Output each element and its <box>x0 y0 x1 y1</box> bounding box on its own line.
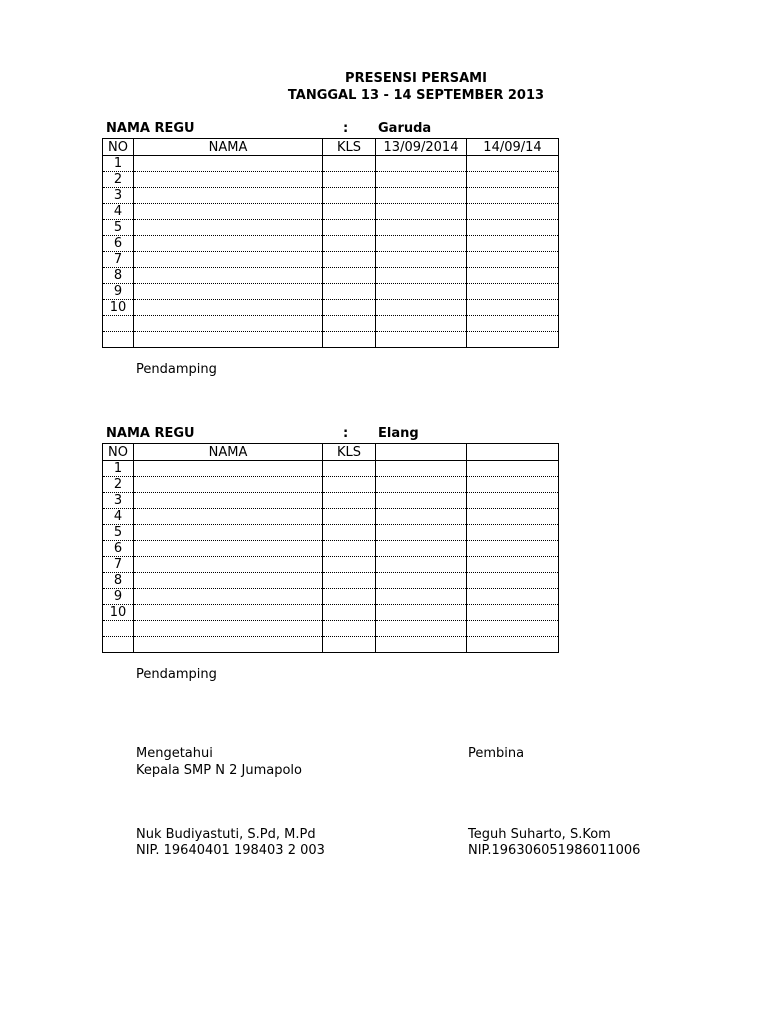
page-subtitle: TANGGAL 13 - 14 SEPTEMBER 2013 <box>287 88 545 103</box>
cell-kls <box>323 284 376 300</box>
cell-nama <box>134 188 323 204</box>
cell-date-1 <box>376 188 467 204</box>
cell-no: 6 <box>103 541 134 557</box>
cell-nama <box>134 252 323 268</box>
cell-kls <box>323 461 376 477</box>
cell-kls <box>323 204 376 220</box>
cell-nama <box>134 156 323 172</box>
cell-date-1 <box>376 509 467 525</box>
cell-no: 1 <box>103 461 134 477</box>
table-row <box>103 332 559 348</box>
table-row <box>103 252 559 268</box>
regu-colon: : <box>343 121 349 136</box>
cell-date-2 <box>467 204 559 220</box>
pembina-label: Pembina <box>468 746 525 761</box>
table-row <box>103 477 559 493</box>
header-no: NO <box>103 139 134 156</box>
table-row <box>103 541 559 557</box>
attendance-table <box>102 443 559 653</box>
table-row <box>103 589 559 605</box>
cell-date-1 <box>376 268 467 284</box>
cell-no: 2 <box>103 477 134 493</box>
pembina-nip: NIP.196306051986011006 <box>468 843 641 858</box>
cell-kls <box>323 300 376 316</box>
cell-no: 6 <box>103 236 134 252</box>
cell-date-2 <box>467 605 559 621</box>
cell-kls <box>323 493 376 509</box>
table-header-row <box>103 139 559 156</box>
cell-no: 7 <box>103 252 134 268</box>
cell-date-1 <box>376 461 467 477</box>
cell-kls <box>323 637 376 653</box>
cell-no: 1 <box>103 156 134 172</box>
cell-nama <box>134 284 323 300</box>
cell-nama <box>134 204 323 220</box>
cell-date-2 <box>467 541 559 557</box>
cell-kls <box>323 188 376 204</box>
cell-nama <box>134 172 323 188</box>
cell-kls <box>323 236 376 252</box>
table-header-row <box>103 444 559 461</box>
cell-date-2 <box>467 172 559 188</box>
cell-date-1 <box>376 156 467 172</box>
cell-date-2 <box>467 525 559 541</box>
table-row <box>103 605 559 621</box>
cell-kls <box>323 332 376 348</box>
table-row <box>103 493 559 509</box>
header-date-2 <box>467 444 559 461</box>
cell-nama <box>134 268 323 284</box>
table-row <box>103 268 559 284</box>
cell-nama <box>134 220 323 236</box>
cell-date-2 <box>467 589 559 605</box>
cell-date-2 <box>467 332 559 348</box>
table-row <box>103 220 559 236</box>
cell-nama <box>134 509 323 525</box>
header-kls: KLS <box>323 444 376 461</box>
cell-kls <box>323 477 376 493</box>
header-no: NO <box>103 444 134 461</box>
table-row <box>103 204 559 220</box>
cell-no: 8 <box>103 573 134 589</box>
table-row <box>103 172 559 188</box>
cell-date-1 <box>376 541 467 557</box>
cell-date-1 <box>376 605 467 621</box>
cell-kls <box>323 172 376 188</box>
cell-date-1 <box>376 220 467 236</box>
cell-date-1 <box>376 621 467 637</box>
headmaster-name: Nuk Budiyastuti, S.Pd, M.Pd <box>136 827 316 842</box>
cell-date-2 <box>467 509 559 525</box>
table-row <box>103 509 559 525</box>
cell-kls <box>323 605 376 621</box>
table-row <box>103 300 559 316</box>
cell-no: 4 <box>103 204 134 220</box>
cell-nama <box>134 493 323 509</box>
cell-no: 5 <box>103 220 134 236</box>
cell-date-1 <box>376 204 467 220</box>
cell-nama <box>134 332 323 348</box>
header-kls: KLS <box>323 139 376 156</box>
cell-no <box>103 621 134 637</box>
cell-kls <box>323 525 376 541</box>
cell-date-2 <box>467 637 559 653</box>
cell-no: 4 <box>103 509 134 525</box>
table-row <box>103 461 559 477</box>
table-row <box>103 621 559 637</box>
cell-date-1 <box>376 477 467 493</box>
cell-no: 7 <box>103 557 134 573</box>
cell-nama <box>134 316 323 332</box>
cell-no <box>103 637 134 653</box>
table-row <box>103 525 559 541</box>
cell-no <box>103 332 134 348</box>
cell-date-1 <box>376 589 467 605</box>
header-date-1: 13/09/2014 <box>376 139 467 156</box>
cell-date-2 <box>467 284 559 300</box>
cell-no: 3 <box>103 188 134 204</box>
cell-no: 3 <box>103 493 134 509</box>
cell-date-2 <box>467 557 559 573</box>
cell-date-1 <box>376 172 467 188</box>
pembina-name: Teguh Suharto, S.Kom <box>468 827 611 842</box>
cell-no: 8 <box>103 268 134 284</box>
cell-date-1 <box>376 332 467 348</box>
regu-label: NAMA REGU <box>106 121 195 136</box>
cell-nama <box>134 621 323 637</box>
cell-no: 10 <box>103 605 134 621</box>
regu-label: NAMA REGU <box>106 426 195 441</box>
cell-date-2 <box>467 300 559 316</box>
cell-date-2 <box>467 252 559 268</box>
cell-nama <box>134 557 323 573</box>
cell-kls <box>323 557 376 573</box>
cell-date-1 <box>376 316 467 332</box>
cell-nama <box>134 477 323 493</box>
pendamping-label: Pendamping <box>136 667 217 682</box>
cell-date-1 <box>376 557 467 573</box>
headmaster-title: Kepala SMP N 2 Jumapolo <box>136 763 302 778</box>
cell-date-2 <box>467 188 559 204</box>
cell-nama <box>134 637 323 653</box>
cell-no: 9 <box>103 589 134 605</box>
cell-kls <box>323 573 376 589</box>
cell-nama <box>134 236 323 252</box>
cell-kls <box>323 316 376 332</box>
cell-date-1 <box>376 284 467 300</box>
cell-no: 10 <box>103 300 134 316</box>
cell-kls <box>323 589 376 605</box>
header-date-1 <box>376 444 467 461</box>
cell-nama <box>134 589 323 605</box>
cell-kls <box>323 268 376 284</box>
regu-colon: : <box>343 426 349 441</box>
cell-date-2 <box>467 621 559 637</box>
mengetahui-label: Mengetahui <box>136 746 213 761</box>
cell-nama <box>134 605 323 621</box>
cell-date-2 <box>467 268 559 284</box>
regu-name: Garuda <box>378 121 432 136</box>
table-row <box>103 557 559 573</box>
table-row <box>103 188 559 204</box>
page-title: PRESENSI PERSAMI <box>345 71 487 86</box>
header-nama: NAMA <box>134 444 323 461</box>
cell-date-1 <box>376 236 467 252</box>
cell-date-1 <box>376 493 467 509</box>
cell-kls <box>323 621 376 637</box>
table-row <box>103 316 559 332</box>
pendamping-label: Pendamping <box>136 362 217 377</box>
headmaster-nip: NIP. 19640401 198403 2 003 <box>136 843 325 858</box>
cell-no: 5 <box>103 525 134 541</box>
cell-kls <box>323 156 376 172</box>
table-row <box>103 573 559 589</box>
attendance-table <box>102 138 559 348</box>
cell-date-2 <box>467 220 559 236</box>
cell-nama <box>134 461 323 477</box>
cell-nama <box>134 525 323 541</box>
cell-kls <box>323 509 376 525</box>
cell-nama <box>134 300 323 316</box>
cell-date-2 <box>467 461 559 477</box>
cell-date-2 <box>467 236 559 252</box>
cell-date-2 <box>467 316 559 332</box>
cell-date-2 <box>467 156 559 172</box>
table-row <box>103 236 559 252</box>
cell-date-2 <box>467 573 559 589</box>
cell-date-1 <box>376 300 467 316</box>
cell-nama <box>134 541 323 557</box>
cell-no: 2 <box>103 172 134 188</box>
table-row <box>103 156 559 172</box>
cell-nama <box>134 573 323 589</box>
cell-date-2 <box>467 493 559 509</box>
cell-date-1 <box>376 525 467 541</box>
table-row <box>103 637 559 653</box>
cell-kls <box>323 252 376 268</box>
regu-name: Elang <box>378 426 419 441</box>
cell-kls <box>323 220 376 236</box>
header-nama: NAMA <box>134 139 323 156</box>
cell-date-1 <box>376 252 467 268</box>
cell-date-2 <box>467 477 559 493</box>
cell-date-1 <box>376 573 467 589</box>
cell-no <box>103 316 134 332</box>
cell-date-1 <box>376 637 467 653</box>
cell-kls <box>323 541 376 557</box>
header-date-2: 14/09/14 <box>467 139 559 156</box>
table-row <box>103 284 559 300</box>
cell-no: 9 <box>103 284 134 300</box>
